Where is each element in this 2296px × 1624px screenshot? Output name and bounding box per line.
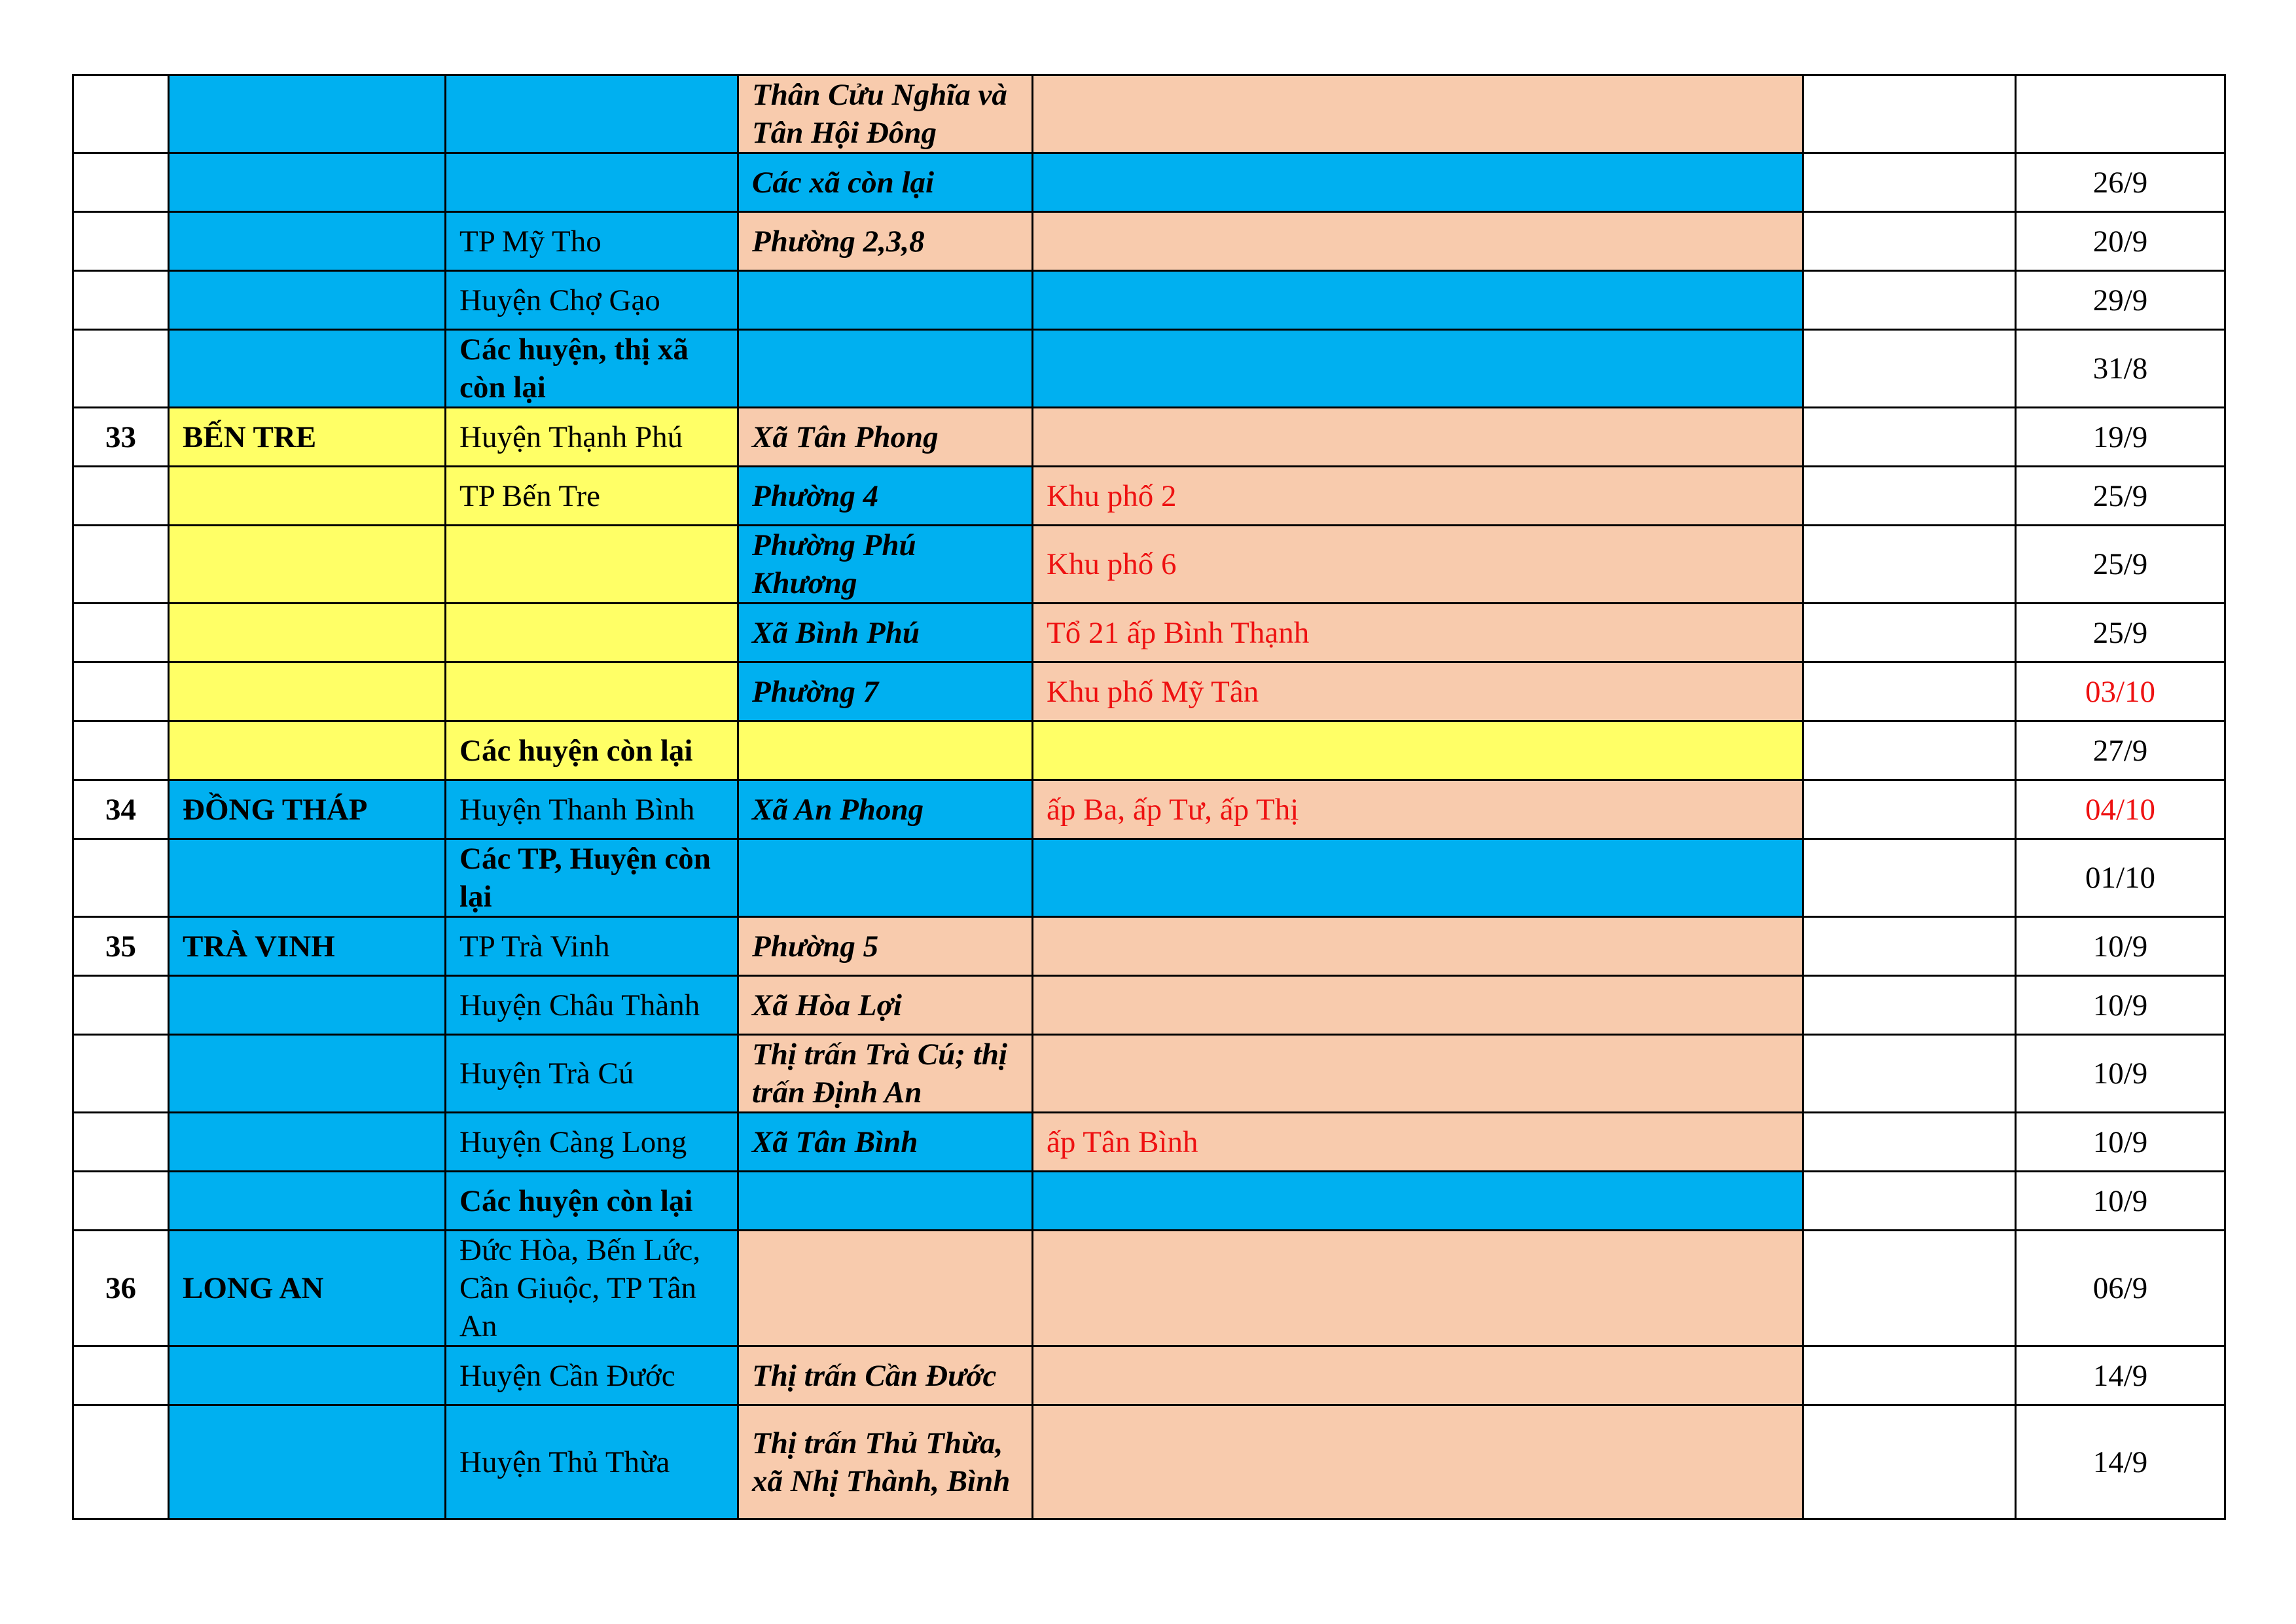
stt-cell: 34 [73, 780, 169, 839]
commune-cell: Xã An Phong [738, 780, 1033, 839]
blank-cell [1803, 780, 2016, 839]
table-row [73, 1231, 2225, 1346]
date-cell: 20/9 [2016, 212, 2225, 271]
province-cell: LONG AN [169, 1231, 446, 1346]
province-cell: ĐỒNG THÁP [169, 780, 446, 839]
district-cell: Huyện Châu Thành [446, 976, 738, 1035]
area-cell: ấp Ba, ấp Tư, ấp Thị [1033, 780, 1803, 839]
table-row [73, 212, 2225, 271]
province-cell [169, 526, 446, 604]
area-cell [1033, 408, 1803, 467]
stt-cell [73, 467, 169, 526]
province-schedule-table [72, 74, 2226, 1520]
commune-cell [738, 1231, 1033, 1346]
area-cell [1033, 1231, 1803, 1346]
district-cell [446, 153, 738, 212]
commune-cell [738, 271, 1033, 330]
commune-cell: Thị trấn Cần Đước [738, 1346, 1033, 1405]
date-cell: 10/9 [2016, 1113, 2225, 1172]
blank-cell [1803, 662, 2016, 721]
date-cell: 01/10 [2016, 839, 2225, 917]
stt-cell [73, 1035, 169, 1113]
stt-cell [73, 1346, 169, 1405]
district-cell [446, 526, 738, 604]
province-cell [169, 1405, 446, 1519]
stt-cell [73, 604, 169, 662]
area-cell: Khu phố Mỹ Tân [1033, 662, 1803, 721]
area-cell [1033, 721, 1803, 780]
district-cell: TP Trà Vinh [446, 917, 738, 976]
table-row [73, 1346, 2225, 1405]
table-row [73, 271, 2225, 330]
stt-cell [73, 153, 169, 212]
area-cell [1033, 271, 1803, 330]
table-row [73, 780, 2225, 839]
stt-cell: 36 [73, 1231, 169, 1346]
commune-cell: Xã Bình Phú [738, 604, 1033, 662]
date-cell: 27/9 [2016, 721, 2225, 780]
table-row [73, 839, 2225, 917]
date-cell: 06/9 [2016, 1231, 2225, 1346]
blank-cell [1803, 1231, 2016, 1346]
date-cell: 29/9 [2016, 271, 2225, 330]
blank-cell [1803, 271, 2016, 330]
date-cell: 10/9 [2016, 917, 2225, 976]
blank-cell [1803, 467, 2016, 526]
province-cell [169, 721, 446, 780]
district-cell: Các TP, Huyện còn lại [446, 839, 738, 917]
stt-cell [73, 839, 169, 917]
date-cell: 19/9 [2016, 408, 2225, 467]
table-row [73, 662, 2225, 721]
district-cell: Huyện Càng Long [446, 1113, 738, 1172]
table-row [73, 976, 2225, 1035]
stt-cell [73, 1172, 169, 1231]
commune-cell: Xã Tân Bình [738, 1113, 1033, 1172]
commune-cell: Thân Cửu Nghĩa và Tân Hội Đông [738, 75, 1033, 153]
district-cell: TP Bến Tre [446, 467, 738, 526]
province-cell [169, 1172, 446, 1231]
date-cell: 25/9 [2016, 467, 2225, 526]
commune-cell: Thị trấn Trà Cú; thị trấn Định An [738, 1035, 1033, 1113]
province-cell [169, 212, 446, 271]
table-row [73, 721, 2225, 780]
stt-cell [73, 330, 169, 408]
table-row [73, 408, 2225, 467]
area-cell: Tổ 21 ấp Bình Thạnh [1033, 604, 1803, 662]
blank-cell [1803, 526, 2016, 604]
date-cell: 03/10 [2016, 662, 2225, 721]
district-cell: Huyện Chợ Gạo [446, 271, 738, 330]
commune-cell: Phường 4 [738, 467, 1033, 526]
date-cell: 26/9 [2016, 153, 2225, 212]
commune-cell: Phường 5 [738, 917, 1033, 976]
stt-cell [73, 1405, 169, 1519]
commune-cell: Phường 7 [738, 662, 1033, 721]
blank-cell [1803, 917, 2016, 976]
blank-cell [1803, 330, 2016, 408]
province-cell: BẾN TRE [169, 408, 446, 467]
blank-cell [1803, 153, 2016, 212]
area-cell [1033, 976, 1803, 1035]
province-cell [169, 839, 446, 917]
area-cell [1033, 917, 1803, 976]
blank-cell [1803, 604, 2016, 662]
district-cell [446, 662, 738, 721]
district-cell: Huyện Thanh Bình [446, 780, 738, 839]
province-cell [169, 330, 446, 408]
area-cell [1033, 75, 1803, 153]
stt-cell [73, 526, 169, 604]
table-row [73, 467, 2225, 526]
blank-cell [1803, 1172, 2016, 1231]
area-cell [1033, 839, 1803, 917]
commune-cell: Phường Phú Khương [738, 526, 1033, 604]
area-cell [1033, 1346, 1803, 1405]
date-cell: 10/9 [2016, 1035, 2225, 1113]
stt-cell [73, 1113, 169, 1172]
province-cell [169, 662, 446, 721]
area-cell: ấp Tân Bình [1033, 1113, 1803, 1172]
area-cell [1033, 330, 1803, 408]
district-cell: Huyện Trà Cú [446, 1035, 738, 1113]
province-cell [169, 467, 446, 526]
province-cell [169, 604, 446, 662]
table-row [73, 1035, 2225, 1113]
table-row [73, 330, 2225, 408]
blank-cell [1803, 1405, 2016, 1519]
date-cell: 04/10 [2016, 780, 2225, 839]
commune-cell [738, 1172, 1033, 1231]
commune-cell [738, 721, 1033, 780]
province-cell [169, 976, 446, 1035]
date-cell: 10/9 [2016, 976, 2225, 1035]
district-cell: Huyện Thủ Thừa [446, 1405, 738, 1519]
district-cell: Huyện Thạnh Phú [446, 408, 738, 467]
blank-cell [1803, 408, 2016, 467]
area-cell: Khu phố 6 [1033, 526, 1803, 604]
date-cell: 25/9 [2016, 604, 2225, 662]
province-cell [169, 271, 446, 330]
commune-cell [738, 839, 1033, 917]
date-cell: 25/9 [2016, 526, 2225, 604]
date-cell: 10/9 [2016, 1172, 2225, 1231]
district-cell: Huyện Cần Đước [446, 1346, 738, 1405]
blank-cell [1803, 721, 2016, 780]
stt-cell [73, 212, 169, 271]
province-cell: TRÀ VINH [169, 917, 446, 976]
commune-cell: Xã Hòa Lợi [738, 976, 1033, 1035]
blank-cell [1803, 1346, 2016, 1405]
province-cell [169, 1035, 446, 1113]
commune-cell: Phường 2,3,8 [738, 212, 1033, 271]
stt-cell: 33 [73, 408, 169, 467]
blank-cell [1803, 75, 2016, 153]
commune-cell: Thị trấn Thủ Thừa, xã Nhị Thành, Bình [738, 1405, 1033, 1519]
date-cell [2016, 75, 2225, 153]
table-row [73, 526, 2225, 604]
area-cell [1033, 1035, 1803, 1113]
stt-cell: 35 [73, 917, 169, 976]
area-cell: Khu phố 2 [1033, 467, 1803, 526]
area-cell [1033, 1172, 1803, 1231]
blank-cell [1803, 212, 2016, 271]
province-cell [169, 75, 446, 153]
province-cell [169, 1113, 446, 1172]
date-cell: 31/8 [2016, 330, 2225, 408]
district-cell: Các huyện, thị xã còn lại [446, 330, 738, 408]
stt-cell [73, 721, 169, 780]
blank-cell [1803, 976, 2016, 1035]
area-cell [1033, 212, 1803, 271]
date-cell: 14/9 [2016, 1405, 2225, 1519]
commune-cell [738, 330, 1033, 408]
blank-cell [1803, 839, 2016, 917]
blank-cell [1803, 1113, 2016, 1172]
stt-cell [73, 271, 169, 330]
area-cell [1033, 1405, 1803, 1519]
area-cell [1033, 153, 1803, 212]
stt-cell [73, 976, 169, 1035]
blank-cell [1803, 1035, 2016, 1113]
province-cell [169, 153, 446, 212]
stt-cell [73, 75, 169, 153]
district-cell [446, 604, 738, 662]
table-row [73, 604, 2225, 662]
district-cell: Các huyện còn lại [446, 721, 738, 780]
province-cell [169, 1346, 446, 1405]
commune-cell: Xã Tân Phong [738, 408, 1033, 467]
district-cell: TP Mỹ Tho [446, 212, 738, 271]
district-cell: Các huyện còn lại [446, 1172, 738, 1231]
table-row [73, 1172, 2225, 1231]
table-row [73, 153, 2225, 212]
table-row [73, 1405, 2225, 1519]
commune-cell: Các xã còn lại [738, 153, 1033, 212]
district-cell [446, 75, 738, 153]
table-row [73, 917, 2225, 976]
district-cell: Đức Hòa, Bến Lức, Cần Giuộc, TP Tân An [446, 1231, 738, 1346]
date-cell: 14/9 [2016, 1346, 2225, 1405]
table-row [73, 75, 2225, 153]
table-row [73, 1113, 2225, 1172]
stt-cell [73, 662, 169, 721]
